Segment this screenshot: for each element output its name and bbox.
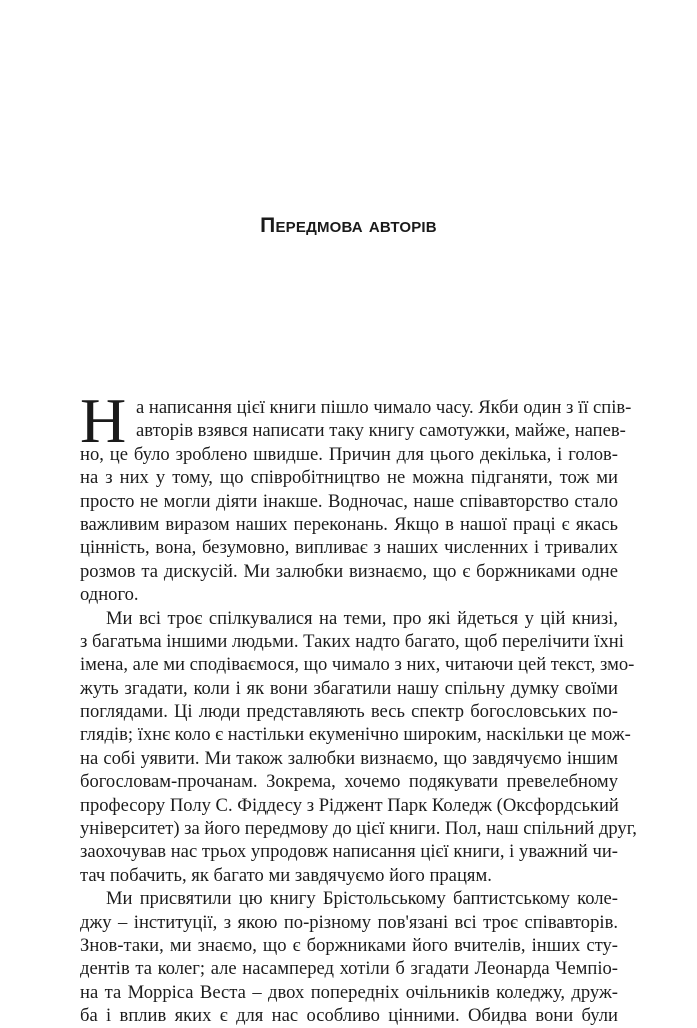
text-line: Знов-таки, ми знаємо, що є боржниками його вчителів, інших сту- xyxy=(80,934,618,956)
text-line: професору Полу С. Фіддесу з Ріджент Парк Коледж (Оксфордський xyxy=(80,794,619,816)
text-line: тач побачить, як багато ми завдячуємо його працям. xyxy=(80,864,492,886)
text-line: богословам-прочанам. Зокрема, хочемо подякувати превелебному xyxy=(80,771,618,793)
text-line: дентів та колег; але насамперед хотіли б згадати Леонарда Чемпіо- xyxy=(80,958,618,980)
text-line: джу – інституції, з якою по-різному пов'язані всі троє співавторів. xyxy=(80,911,618,933)
drop-cap: Н xyxy=(80,385,127,456)
text-line: університет) за його передмову до цієї книги. Пол, наш спільний друг, xyxy=(80,818,637,840)
text-line: глядів; їхнє коло є настільки екуменічно широким, наскільки це мож- xyxy=(80,724,631,746)
text-line: цінність, вона, безумовно, випливає з наших численних і тривалих xyxy=(80,537,618,559)
text-line: розмов та дискусій. Ми залюбки визнаємо, що є боржниками одне xyxy=(80,560,618,582)
text-line: а написання цієї книги пішло чимало часу. Якби один з її спів- xyxy=(136,397,632,418)
text-line: на собі уявити. Ми також залюбки визнаємо, що завдячуємо іншим xyxy=(80,747,618,769)
text-line: одного. xyxy=(80,584,139,606)
text-line: авторів взявся написати таку книгу самотужки, майже, напев- xyxy=(136,420,626,442)
text-line: важливим виразом наших переконань. Якщо в нашої праці є якась xyxy=(80,513,618,535)
text-line: поглядами. Ці люди представляють весь спектр богословських по- xyxy=(80,701,618,723)
text-line: на та Морріса Веста – двох попередніх очільників коледжу, друж- xyxy=(80,981,618,1003)
text-line: ба і вплив яких є для нас особливо цінними. Обидва вони були xyxy=(80,1005,618,1027)
text-line: но, це було зроблено швидше. Причин для цього декілька, і голов- xyxy=(80,443,618,465)
text-line: з багатьма іншими людьми. Таких надто багато, щоб перелічити їхні xyxy=(80,630,624,652)
text-line: жуть згадати, коли і як вони збагатили нашу спільну думку своїми xyxy=(80,677,618,699)
body-text xyxy=(80,385,637,1028)
text-line: заохочував нас трьох упродовж написання цієї книги, і уважний чи- xyxy=(80,841,618,863)
text-line: просто не могли діяти інакше. Водночас, наше співавторство стало xyxy=(80,490,618,512)
text-line: Ми присвятили цю книгу Брістольському баптистському коле- xyxy=(106,888,618,910)
text-line: Ми всі троє спілкувалися на теми, про які йдеться у цій книзі, xyxy=(106,607,618,629)
text-line: на з них у тому, що співробітництво не можна підганяти, тож ми xyxy=(80,467,618,489)
text-line: імена, але ми сподіваємося, що чимало з них, читаючи цей текст, змо- xyxy=(80,654,635,676)
page-title: Передмова авторів xyxy=(260,214,437,237)
